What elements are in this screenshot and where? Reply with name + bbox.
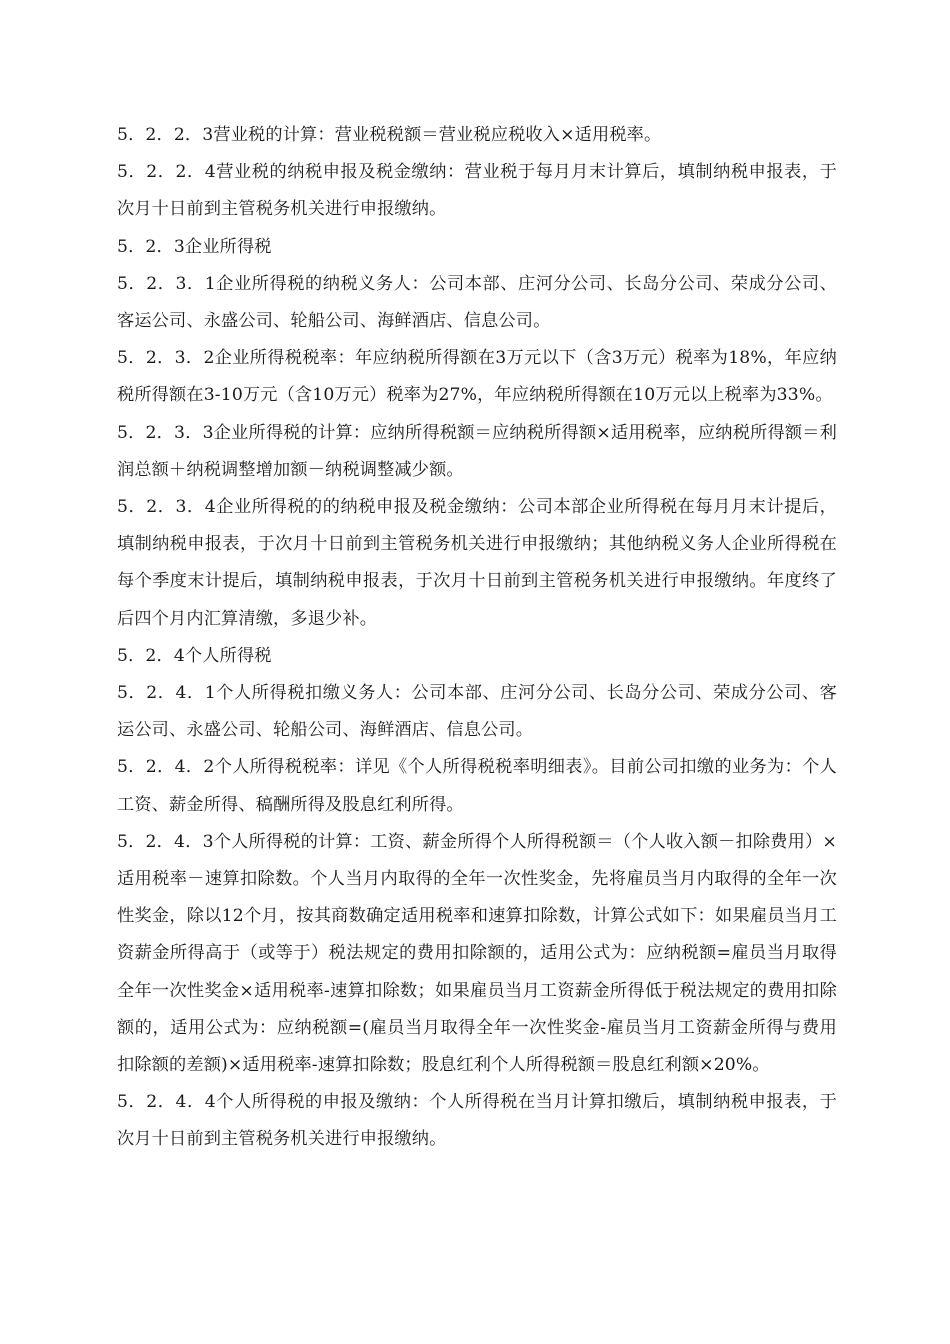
paragraph-5-2-4-3: 5．2．4．3个人所得税的计算：工资、薪金所得个人所得税额＝（个人收入额－扣除费用）×适用税率－速算扣除数。个人当月内取得的全年一次性奖金，先将雇员当月内取得的全年一次性奖金，除以12个月，按其商数确定适用税率和速算扣除数，计算公式如下：如果雇员当月工资薪金所得高于（或等于）税法规定的费用扣除额的，适用公式为：应纳税额=雇员当月取得全年一次性奖金×适用税率-速算扣除数；如果雇员当月工资薪金所得低于税法规定的费用扣除额的，适用公式为：应纳税额=(雇员当月取得全年一次性奖金-雇员当月工资薪金所得与费用扣除额的差额)×适用税率-速算扣除数；股息红利个人所得税额＝股息红利额×20%。 [117, 831, 837, 1076]
paragraph-5-2-3-4: 5．2．3．4企业所得税的的纳税申报及税金缴纳：公司本部企业所得税在每月月末计提后，填制纳税申报表，于次月十日前到主管税务机关进行申报缴纳；其他纳税义务人企业所得税在每个季度末计提后，填制纳税申报表，于次月十日前到主管税务机关进行申报缴纳。年度终了后四个月内汇算清缴，多退少补。 [117, 497, 837, 629]
paragraph-5-2-3-3: 5．2．3．3企业所得税的计算：应纳所得税额＝应纳税所得额×适用税率，应纳税所得额＝利润总额＋纳税调整增加额－纳税调整减少额。 [117, 422, 837, 480]
document-body [117, 117, 837, 1159]
paragraph-5-2-2-4: 5．2．2．4营业税的纳税申报及税金缴纳：营业税于每月月末计算后，填制纳税申报表，于次月十日前到主管税务机关进行申报缴纳。 [117, 162, 837, 220]
paragraph-5-2-3-1: 5．2．3．1企业所得税的纳税义务人：公司本部、庄河分公司、长岛分公司、荣成分公司、客运公司、永盛公司、轮船公司、海鲜酒店、信息公司。 [117, 273, 837, 332]
paragraph-5-2-4-1: 5．2．4．1个人所得税扣缴义务人：公司本部、庄河分公司、长岛分公司、荣成分公司、客运公司、永盛公司、轮船公司、海鲜酒店、信息公司。 [117, 683, 837, 741]
section-heading-5-2-3: 5．2．3企业所得税 [117, 236, 272, 257]
paragraph-5-2-4-2: 5．2．4．2个人所得税税率：详见《个人所得税税率明细表》。目前公司扣缴的业务为：个人工资、薪金所得、稿酬所得及股息红利所得。 [117, 757, 837, 815]
section-heading-5-2-4: 5．2．4个人所得税 [117, 645, 272, 666]
paragraph-5-2-3-2: 5．2．3．2企业所得税税率：年应纳税所得额在3万元以下（含3万元）税率为18%，年应纳税所得额在3-10万元（含10万元）税率为27%，年应纳税所得额在10万元以上税率为33%。 [117, 348, 837, 406]
paragraph-5-2-2-3: 5．2．2．3营业税的计算：营业税税额＝营业税应税收入×适用税率。 [117, 125, 662, 145]
paragraph-5-2-4-4: 5．2．4．4个人所得税的申报及缴纳：个人所得税在当月计算扣缴后，填制纳税申报表，于次月十日前到主管税务机关进行申报缴纳。 [117, 1092, 837, 1150]
